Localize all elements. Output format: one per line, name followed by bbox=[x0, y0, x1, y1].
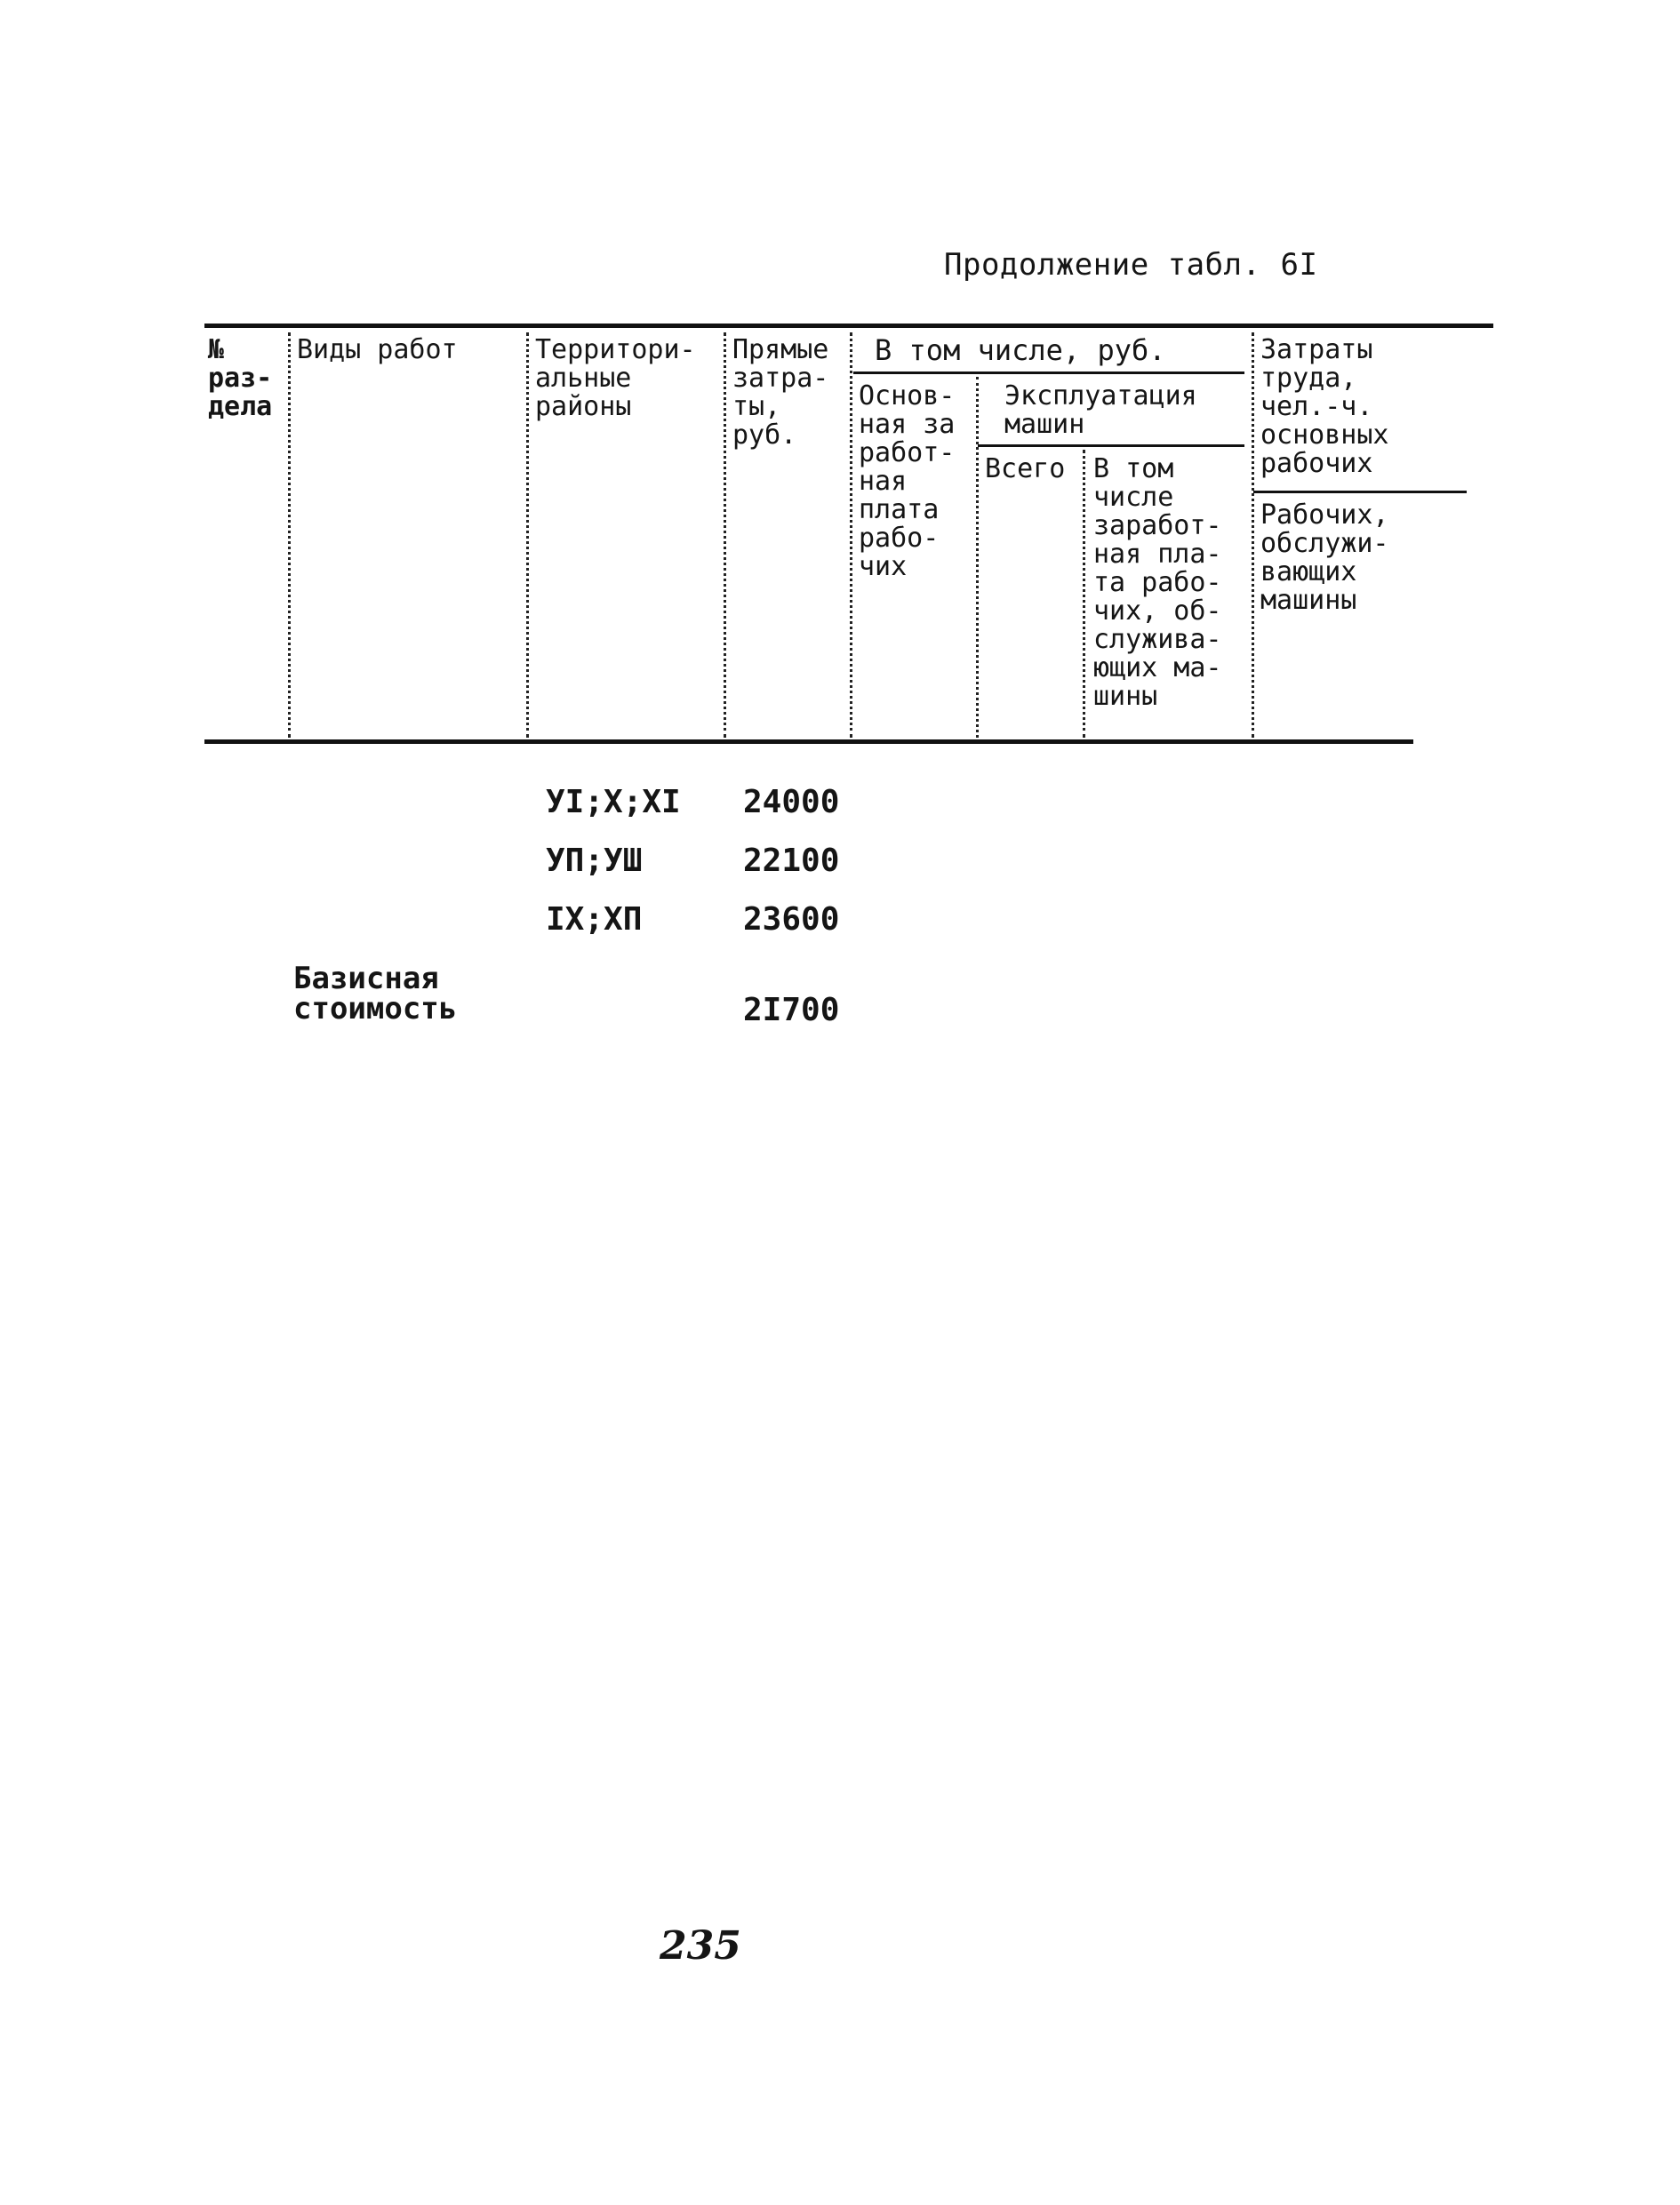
rule-under-including bbox=[853, 371, 1244, 374]
rule-under-labor-main bbox=[1253, 491, 1467, 493]
vrule-1 bbox=[288, 332, 291, 738]
header-base-wage: Основ- ная за работ- ная плата рабо- чих bbox=[859, 380, 956, 582]
direct-costs-cell: 24000 bbox=[743, 784, 840, 820]
caption-table-number: 6I bbox=[1280, 247, 1318, 283]
header-total: Всего bbox=[985, 453, 1066, 484]
page-number: 235 bbox=[660, 1923, 741, 1969]
header-bottom-rule bbox=[204, 739, 1413, 744]
header-top-rule bbox=[204, 324, 1493, 328]
header-machine-wage: В том числе заработ- ная пла- та рабо- чих, об- служива- ющих ма- шины bbox=[1093, 453, 1222, 712]
base-cost-value: 2I700 bbox=[743, 992, 840, 1028]
header-territorial: Территори- альные районы bbox=[535, 334, 696, 422]
territory-cell: IX;XП bbox=[546, 901, 643, 938]
header-machine-ops: Эксплуатация машин bbox=[1004, 380, 1197, 440]
header-section-number: № раз- дела bbox=[208, 334, 273, 422]
header-labor-main: Затраты труда, чел.-ч. основных рабочих bbox=[1260, 334, 1389, 479]
rule-under-machine-ops bbox=[978, 444, 1244, 447]
vrule-6 bbox=[1083, 450, 1085, 738]
header-work-types: Виды работ bbox=[297, 334, 458, 365]
vrule-5 bbox=[976, 377, 979, 738]
direct-costs-cell: 23600 bbox=[743, 901, 840, 938]
header-labor-machine: Рабочих, обслужи- вающих машины bbox=[1260, 499, 1389, 616]
caption-text: Продолжение табл. bbox=[944, 247, 1261, 283]
territory-cell: УI;X;XI bbox=[546, 784, 681, 820]
territory-cell: УП;УШ bbox=[546, 843, 643, 879]
base-cost-label: Базисная стоимость bbox=[293, 961, 458, 1027]
header-including-group: В том числе, руб. bbox=[875, 333, 1166, 367]
vrule-2 bbox=[526, 332, 529, 738]
vrule-7 bbox=[1252, 332, 1254, 738]
vrule-3 bbox=[724, 332, 726, 738]
vrule-4 bbox=[850, 332, 852, 738]
table-caption bbox=[944, 247, 1317, 283]
header-direct-costs: Прямые затра- ты, руб. bbox=[732, 334, 829, 451]
direct-costs-cell: 22100 bbox=[743, 843, 840, 879]
